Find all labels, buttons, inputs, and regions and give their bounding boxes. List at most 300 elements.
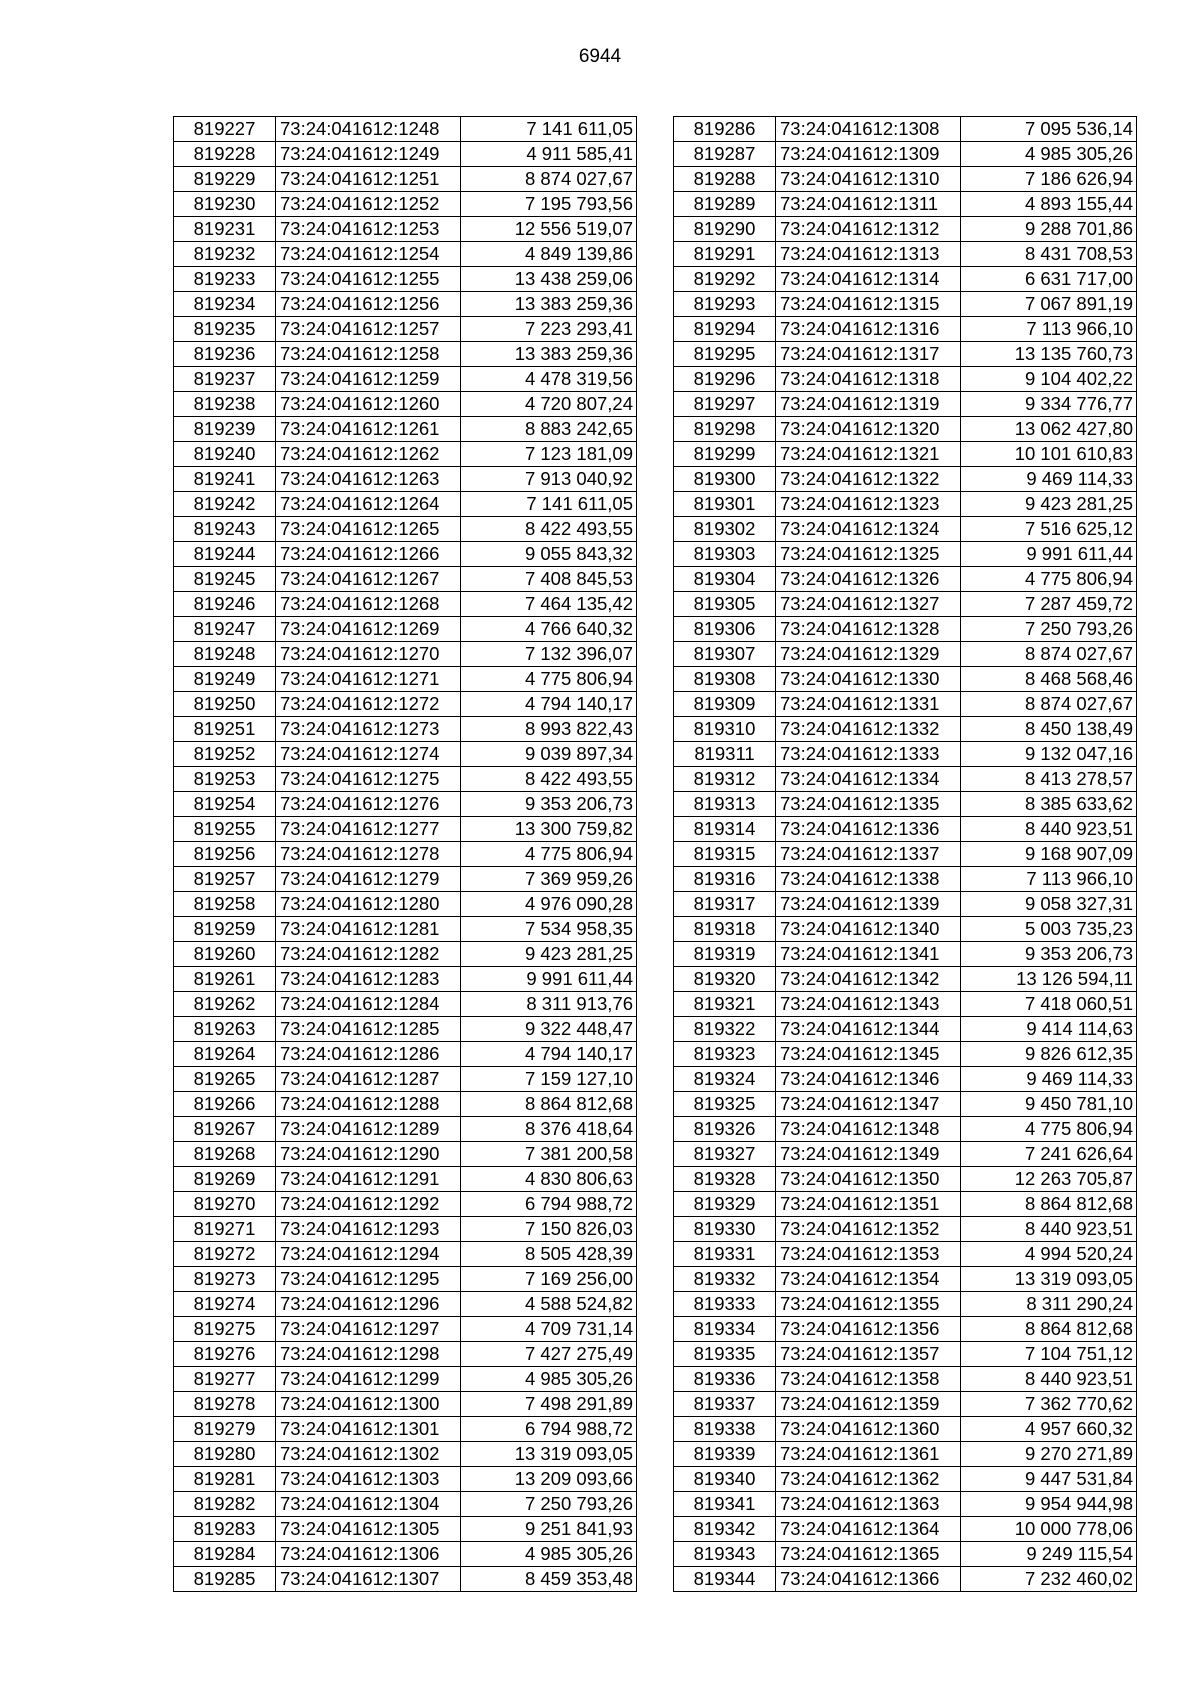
table-row bbox=[674, 967, 1137, 992]
cadastral-number-cell: 73:24:041612:1311 bbox=[776, 192, 961, 217]
table-row bbox=[174, 1367, 637, 1392]
cadastral-number-cell: 73:24:041612:1254 bbox=[276, 242, 461, 267]
value-cell: 7 362 770,62 bbox=[961, 1392, 1137, 1417]
row-number-cell: 819318 bbox=[674, 917, 776, 942]
cadastral-number-cell: 73:24:041612:1318 bbox=[776, 367, 961, 392]
row-number-cell: 819230 bbox=[174, 192, 276, 217]
value-cell: 9 447 531,84 bbox=[961, 1467, 1137, 1492]
row-number-cell: 819306 bbox=[674, 617, 776, 642]
table-row bbox=[674, 467, 1137, 492]
row-number-cell: 819325 bbox=[674, 1092, 776, 1117]
row-number-cell: 819231 bbox=[174, 217, 276, 242]
table-row bbox=[674, 742, 1137, 767]
value-cell: 7 150 826,03 bbox=[461, 1217, 637, 1242]
cadastral-number-cell: 73:24:041612:1279 bbox=[276, 867, 461, 892]
table-row bbox=[674, 1467, 1137, 1492]
row-number-cell: 819319 bbox=[674, 942, 776, 967]
row-number-cell: 819238 bbox=[174, 392, 276, 417]
cadastral-number-cell: 73:24:041612:1273 bbox=[276, 717, 461, 742]
cadastral-number-cell: 73:24:041612:1287 bbox=[276, 1067, 461, 1092]
value-cell: 4 794 140,17 bbox=[461, 1042, 637, 1067]
table-row bbox=[674, 767, 1137, 792]
row-number-cell: 819296 bbox=[674, 367, 776, 392]
value-cell: 9 104 402,22 bbox=[961, 367, 1137, 392]
cadastral-number-cell: 73:24:041612:1303 bbox=[276, 1467, 461, 1492]
row-number-cell: 819281 bbox=[174, 1467, 276, 1492]
value-cell: 6 794 988,72 bbox=[461, 1417, 637, 1442]
cadastral-number-cell: 73:24:041612:1327 bbox=[776, 592, 961, 617]
table-row bbox=[174, 992, 637, 1017]
row-number-cell: 819316 bbox=[674, 867, 776, 892]
row-number-cell: 819272 bbox=[174, 1242, 276, 1267]
row-number-cell: 819337 bbox=[674, 1392, 776, 1417]
table-row bbox=[174, 417, 637, 442]
cadastral-number-cell: 73:24:041612:1270 bbox=[276, 642, 461, 667]
cadastral-number-cell: 73:24:041612:1309 bbox=[776, 142, 961, 167]
value-cell: 9 322 448,47 bbox=[461, 1017, 637, 1042]
cadastral-number-cell: 73:24:041612:1294 bbox=[276, 1242, 461, 1267]
value-cell: 4 849 139,86 bbox=[461, 242, 637, 267]
cadastral-number-cell: 73:24:041612:1343 bbox=[776, 992, 961, 1017]
row-number-cell: 819282 bbox=[174, 1492, 276, 1517]
value-cell: 8 883 242,65 bbox=[461, 417, 637, 442]
value-cell: 9 288 701,86 bbox=[961, 217, 1137, 242]
value-cell: 4 830 806,63 bbox=[461, 1167, 637, 1192]
cadastral-number-cell: 73:24:041612:1292 bbox=[276, 1192, 461, 1217]
table-row bbox=[174, 842, 637, 867]
row-number-cell: 819285 bbox=[174, 1567, 276, 1592]
table-row bbox=[674, 1092, 1137, 1117]
cadastral-number-cell: 73:24:041612:1363 bbox=[776, 1492, 961, 1517]
table-row bbox=[674, 1067, 1137, 1092]
row-number-cell: 819291 bbox=[674, 242, 776, 267]
value-cell: 13 319 093,05 bbox=[961, 1267, 1137, 1292]
value-cell: 9 826 612,35 bbox=[961, 1042, 1137, 1067]
table-row bbox=[674, 1517, 1137, 1542]
table-row bbox=[174, 642, 637, 667]
row-number-cell: 819298 bbox=[674, 417, 776, 442]
table-row bbox=[674, 1317, 1137, 1342]
table-row bbox=[674, 917, 1137, 942]
value-cell: 9 249 115,54 bbox=[961, 1542, 1137, 1567]
table-row bbox=[674, 817, 1137, 842]
cadastral-number-cell: 73:24:041612:1283 bbox=[276, 967, 461, 992]
cadastral-number-cell: 73:24:041612:1305 bbox=[276, 1517, 461, 1542]
cadastral-number-cell: 73:24:041612:1299 bbox=[276, 1367, 461, 1392]
value-cell: 9 055 843,32 bbox=[461, 542, 637, 567]
value-cell: 9 423 281,25 bbox=[461, 942, 637, 967]
row-number-cell: 819339 bbox=[674, 1442, 776, 1467]
cadastral-number-cell: 73:24:041612:1362 bbox=[776, 1467, 961, 1492]
row-number-cell: 819254 bbox=[174, 792, 276, 817]
row-number-cell: 819267 bbox=[174, 1117, 276, 1142]
value-cell: 6 794 988,72 bbox=[461, 1192, 637, 1217]
row-number-cell: 819263 bbox=[174, 1017, 276, 1042]
table-row bbox=[674, 1217, 1137, 1242]
table-row bbox=[174, 467, 637, 492]
row-number-cell: 819300 bbox=[674, 467, 776, 492]
table-row bbox=[674, 992, 1137, 1017]
value-cell: 6 631 717,00 bbox=[961, 267, 1137, 292]
value-cell: 8 440 923,51 bbox=[961, 1217, 1137, 1242]
table-row bbox=[174, 1467, 637, 1492]
cadastral-number-cell: 73:24:041612:1252 bbox=[276, 192, 461, 217]
cadastral-number-cell: 73:24:041612:1324 bbox=[776, 517, 961, 542]
cadastral-number-cell: 73:24:041612:1340 bbox=[776, 917, 961, 942]
row-number-cell: 819323 bbox=[674, 1042, 776, 1067]
cadastral-number-cell: 73:24:041612:1345 bbox=[776, 1042, 961, 1067]
value-cell: 7 287 459,72 bbox=[961, 592, 1137, 617]
table-row bbox=[674, 1567, 1137, 1592]
table-row bbox=[174, 492, 637, 517]
row-number-cell: 819227 bbox=[174, 117, 276, 142]
row-number-cell: 819251 bbox=[174, 717, 276, 742]
cadastral-number-cell: 73:24:041612:1321 bbox=[776, 442, 961, 467]
value-cell: 7 408 845,53 bbox=[461, 567, 637, 592]
row-number-cell: 819314 bbox=[674, 817, 776, 842]
row-number-cell: 819229 bbox=[174, 167, 276, 192]
value-cell: 4 775 806,94 bbox=[961, 1117, 1137, 1142]
table-row bbox=[174, 367, 637, 392]
value-cell: 8 874 027,67 bbox=[961, 692, 1137, 717]
table-row bbox=[674, 1342, 1137, 1367]
row-number-cell: 819268 bbox=[174, 1142, 276, 1167]
table-row bbox=[174, 717, 637, 742]
table-row bbox=[174, 1067, 637, 1092]
cadastral-number-cell: 73:24:041612:1347 bbox=[776, 1092, 961, 1117]
value-cell: 9 058 327,31 bbox=[961, 892, 1137, 917]
value-cell: 8 874 027,67 bbox=[461, 167, 637, 192]
row-number-cell: 819279 bbox=[174, 1417, 276, 1442]
cadastral-number-cell: 73:24:041612:1364 bbox=[776, 1517, 961, 1542]
table-row bbox=[174, 117, 637, 142]
cadastral-number-cell: 73:24:041612:1277 bbox=[276, 817, 461, 842]
table-row bbox=[674, 1142, 1137, 1167]
value-cell: 7 223 293,41 bbox=[461, 317, 637, 342]
table-row bbox=[674, 617, 1137, 642]
cadastral-number-cell: 73:24:041612:1329 bbox=[776, 642, 961, 667]
cadastral-number-cell: 73:24:041612:1336 bbox=[776, 817, 961, 842]
cadastral-number-cell: 73:24:041612:1281 bbox=[276, 917, 461, 942]
cadastral-number-cell: 73:24:041612:1260 bbox=[276, 392, 461, 417]
value-cell: 7 186 626,94 bbox=[961, 167, 1137, 192]
cadastral-number-cell: 73:24:041612:1289 bbox=[276, 1117, 461, 1142]
row-number-cell: 819242 bbox=[174, 492, 276, 517]
row-number-cell: 819317 bbox=[674, 892, 776, 917]
row-number-cell: 819240 bbox=[174, 442, 276, 467]
row-number-cell: 819276 bbox=[174, 1342, 276, 1367]
cadastral-number-cell: 73:24:041612:1338 bbox=[776, 867, 961, 892]
table-row bbox=[674, 1167, 1137, 1192]
table-row bbox=[674, 417, 1137, 442]
row-number-cell: 819228 bbox=[174, 142, 276, 167]
table-row bbox=[674, 117, 1137, 142]
value-cell: 4 957 660,32 bbox=[961, 1417, 1137, 1442]
table-row bbox=[674, 542, 1137, 567]
row-number-cell: 819258 bbox=[174, 892, 276, 917]
cadastral-number-cell: 73:24:041612:1249 bbox=[276, 142, 461, 167]
table-row bbox=[674, 1542, 1137, 1567]
cadastral-number-cell: 73:24:041612:1266 bbox=[276, 542, 461, 567]
table-row bbox=[674, 692, 1137, 717]
cadastral-number-cell: 73:24:041612:1330 bbox=[776, 667, 961, 692]
table-row bbox=[174, 442, 637, 467]
table-row bbox=[174, 817, 637, 842]
row-number-cell: 819343 bbox=[674, 1542, 776, 1567]
table-row bbox=[174, 692, 637, 717]
cadastral-number-cell: 73:24:041612:1349 bbox=[776, 1142, 961, 1167]
value-cell: 9 039 897,34 bbox=[461, 742, 637, 767]
row-number-cell: 819326 bbox=[674, 1117, 776, 1142]
cadastral-number-cell: 73:24:041612:1312 bbox=[776, 217, 961, 242]
cadastral-number-cell: 73:24:041612:1328 bbox=[776, 617, 961, 642]
cadastral-number-cell: 73:24:041612:1319 bbox=[776, 392, 961, 417]
cadastral-number-cell: 73:24:041612:1261 bbox=[276, 417, 461, 442]
value-cell: 4 985 305,26 bbox=[461, 1367, 637, 1392]
row-number-cell: 819259 bbox=[174, 917, 276, 942]
row-number-cell: 819332 bbox=[674, 1267, 776, 1292]
table-row bbox=[674, 942, 1137, 967]
value-cell: 9 334 776,77 bbox=[961, 392, 1137, 417]
table-row bbox=[674, 1192, 1137, 1217]
table-row bbox=[674, 1492, 1137, 1517]
value-cell: 7 169 256,00 bbox=[461, 1267, 637, 1292]
row-number-cell: 819328 bbox=[674, 1167, 776, 1192]
row-number-cell: 819266 bbox=[174, 1092, 276, 1117]
value-cell: 9 414 114,63 bbox=[961, 1017, 1137, 1042]
value-cell: 10 000 778,06 bbox=[961, 1517, 1137, 1542]
row-number-cell: 819302 bbox=[674, 517, 776, 542]
table-row bbox=[174, 242, 637, 267]
value-cell: 4 775 806,94 bbox=[961, 567, 1137, 592]
value-cell: 9 270 271,89 bbox=[961, 1442, 1137, 1467]
row-number-cell: 819324 bbox=[674, 1067, 776, 1092]
value-cell: 8 413 278,57 bbox=[961, 767, 1137, 792]
table-row bbox=[174, 1042, 637, 1067]
table-row bbox=[674, 1242, 1137, 1267]
row-number-cell: 819299 bbox=[674, 442, 776, 467]
row-number-cell: 819260 bbox=[174, 942, 276, 967]
table-row bbox=[674, 517, 1137, 542]
table-row bbox=[174, 742, 637, 767]
row-number-cell: 819261 bbox=[174, 967, 276, 992]
row-number-cell: 819249 bbox=[174, 667, 276, 692]
value-cell: 5 003 735,23 bbox=[961, 917, 1137, 942]
value-cell: 8 422 493,55 bbox=[461, 767, 637, 792]
row-number-cell: 819305 bbox=[674, 592, 776, 617]
cadastral-number-cell: 73:24:041612:1300 bbox=[276, 1392, 461, 1417]
table-row bbox=[174, 217, 637, 242]
value-cell: 4 985 305,26 bbox=[961, 142, 1137, 167]
value-cell: 9 991 611,44 bbox=[961, 542, 1137, 567]
row-number-cell: 819271 bbox=[174, 1217, 276, 1242]
table-row bbox=[174, 1292, 637, 1317]
value-cell: 8 864 812,68 bbox=[961, 1317, 1137, 1342]
cadastral-number-cell: 73:24:041612:1278 bbox=[276, 842, 461, 867]
cadastral-number-cell: 73:24:041612:1355 bbox=[776, 1292, 961, 1317]
cadastral-number-cell: 73:24:041612:1348 bbox=[776, 1117, 961, 1142]
value-cell: 8 874 027,67 bbox=[961, 642, 1137, 667]
cadastral-number-cell: 73:24:041612:1285 bbox=[276, 1017, 461, 1042]
row-number-cell: 819239 bbox=[174, 417, 276, 442]
table-row bbox=[174, 667, 637, 692]
value-cell: 9 132 047,16 bbox=[961, 742, 1137, 767]
row-number-cell: 819344 bbox=[674, 1567, 776, 1592]
row-number-cell: 819278 bbox=[174, 1392, 276, 1417]
row-number-cell: 819273 bbox=[174, 1267, 276, 1292]
cadastral-number-cell: 73:24:041612:1365 bbox=[776, 1542, 961, 1567]
value-cell: 7 232 460,02 bbox=[961, 1567, 1137, 1592]
row-number-cell: 819287 bbox=[674, 142, 776, 167]
table-row bbox=[174, 542, 637, 567]
value-cell: 8 440 923,51 bbox=[961, 817, 1137, 842]
value-cell: 13 383 259,36 bbox=[461, 342, 637, 367]
table-row bbox=[674, 242, 1137, 267]
table-row bbox=[674, 717, 1137, 742]
cadastral-number-cell: 73:24:041612:1317 bbox=[776, 342, 961, 367]
table-row bbox=[674, 892, 1137, 917]
cadastral-number-cell: 73:24:041612:1339 bbox=[776, 892, 961, 917]
table-row bbox=[174, 1392, 637, 1417]
row-number-cell: 819297 bbox=[674, 392, 776, 417]
row-number-cell: 819301 bbox=[674, 492, 776, 517]
table-body bbox=[174, 117, 637, 1592]
row-number-cell: 819342 bbox=[674, 1517, 776, 1542]
cadastral-number-cell: 73:24:041612:1322 bbox=[776, 467, 961, 492]
cadastral-number-cell: 73:24:041612:1352 bbox=[776, 1217, 961, 1242]
table-row bbox=[174, 1142, 637, 1167]
row-number-cell: 819310 bbox=[674, 717, 776, 742]
value-cell: 8 440 923,51 bbox=[961, 1367, 1137, 1392]
value-cell: 8 311 290,24 bbox=[961, 1292, 1137, 1317]
table-row bbox=[174, 267, 637, 292]
table-row bbox=[174, 517, 637, 542]
table-row bbox=[174, 1092, 637, 1117]
cadastral-number-cell: 73:24:041612:1361 bbox=[776, 1442, 961, 1467]
value-cell: 4 994 520,24 bbox=[961, 1242, 1137, 1267]
value-cell: 4 893 155,44 bbox=[961, 192, 1137, 217]
table-row bbox=[174, 1442, 637, 1467]
cadastral-number-cell: 73:24:041612:1346 bbox=[776, 1067, 961, 1092]
row-number-cell: 819280 bbox=[174, 1442, 276, 1467]
cadastral-number-cell: 73:24:041612:1271 bbox=[276, 667, 461, 692]
value-cell: 9 991 611,44 bbox=[461, 967, 637, 992]
table-row bbox=[674, 292, 1137, 317]
row-number-cell: 819340 bbox=[674, 1467, 776, 1492]
cadastral-number-cell: 73:24:041612:1255 bbox=[276, 267, 461, 292]
value-cell: 7 123 181,09 bbox=[461, 442, 637, 467]
value-cell: 13 300 759,82 bbox=[461, 817, 637, 842]
cadastral-number-cell: 73:24:041612:1272 bbox=[276, 692, 461, 717]
value-cell: 7 369 959,26 bbox=[461, 867, 637, 892]
table-row bbox=[674, 792, 1137, 817]
table-row bbox=[174, 1342, 637, 1367]
row-number-cell: 819250 bbox=[174, 692, 276, 717]
value-cell: 4 588 524,82 bbox=[461, 1292, 637, 1317]
row-number-cell: 819286 bbox=[674, 117, 776, 142]
table-row bbox=[174, 942, 637, 967]
value-cell: 4 775 806,94 bbox=[461, 667, 637, 692]
cadastral-number-cell: 73:24:041612:1256 bbox=[276, 292, 461, 317]
table-row bbox=[174, 1117, 637, 1142]
cadastral-number-cell: 73:24:041612:1306 bbox=[276, 1542, 461, 1567]
table-row bbox=[174, 1492, 637, 1517]
table-row bbox=[174, 1542, 637, 1567]
value-cell: 7 241 626,64 bbox=[961, 1142, 1137, 1167]
value-cell: 12 556 519,07 bbox=[461, 217, 637, 242]
cadastral-number-cell: 73:24:041612:1275 bbox=[276, 767, 461, 792]
row-number-cell: 819233 bbox=[174, 267, 276, 292]
table-row bbox=[174, 1017, 637, 1042]
value-cell: 7 113 966,10 bbox=[961, 867, 1137, 892]
value-cell: 7 141 611,05 bbox=[461, 492, 637, 517]
value-cell: 7 104 751,12 bbox=[961, 1342, 1137, 1367]
row-number-cell: 819237 bbox=[174, 367, 276, 392]
table-row bbox=[174, 617, 637, 642]
row-number-cell: 819232 bbox=[174, 242, 276, 267]
value-cell: 9 251 841,93 bbox=[461, 1517, 637, 1542]
table-row bbox=[174, 1217, 637, 1242]
value-cell: 7 427 275,49 bbox=[461, 1342, 637, 1367]
row-number-cell: 819330 bbox=[674, 1217, 776, 1242]
row-number-cell: 819304 bbox=[674, 567, 776, 592]
table-row bbox=[174, 567, 637, 592]
row-number-cell: 819308 bbox=[674, 667, 776, 692]
row-number-cell: 819264 bbox=[174, 1042, 276, 1067]
row-number-cell: 819270 bbox=[174, 1192, 276, 1217]
cadastral-number-cell: 73:24:041612:1280 bbox=[276, 892, 461, 917]
value-cell: 9 353 206,73 bbox=[961, 942, 1137, 967]
value-cell: 7 498 291,89 bbox=[461, 1392, 637, 1417]
table-row bbox=[674, 167, 1137, 192]
cadastral-number-cell: 73:24:041612:1333 bbox=[776, 742, 961, 767]
table-row bbox=[674, 567, 1137, 592]
table-body bbox=[674, 117, 1137, 1592]
cadastral-number-cell: 73:24:041612:1323 bbox=[776, 492, 961, 517]
cadastral-number-cell: 73:24:041612:1297 bbox=[276, 1317, 461, 1342]
page-number: 6944 bbox=[578, 46, 622, 67]
cadastral-number-cell: 73:24:041612:1313 bbox=[776, 242, 961, 267]
cadastral-number-cell: 73:24:041612:1258 bbox=[276, 342, 461, 367]
table-row bbox=[174, 142, 637, 167]
row-number-cell: 819295 bbox=[674, 342, 776, 367]
value-cell: 4 911 585,41 bbox=[461, 142, 637, 167]
row-number-cell: 819336 bbox=[674, 1367, 776, 1392]
value-cell: 9 954 944,98 bbox=[961, 1492, 1137, 1517]
table-row bbox=[174, 967, 637, 992]
row-number-cell: 819248 bbox=[174, 642, 276, 667]
value-cell: 7 141 611,05 bbox=[461, 117, 637, 142]
row-number-cell: 819253 bbox=[174, 767, 276, 792]
value-cell: 4 775 806,94 bbox=[461, 842, 637, 867]
cadastral-number-cell: 73:24:041612:1334 bbox=[776, 767, 961, 792]
row-number-cell: 819335 bbox=[674, 1342, 776, 1367]
value-cell: 8 422 493,55 bbox=[461, 517, 637, 542]
table-row bbox=[674, 367, 1137, 392]
row-number-cell: 819338 bbox=[674, 1417, 776, 1442]
row-number-cell: 819274 bbox=[174, 1292, 276, 1317]
row-number-cell: 819236 bbox=[174, 342, 276, 367]
table-row bbox=[174, 1242, 637, 1267]
table-row bbox=[674, 1367, 1137, 1392]
row-number-cell: 819311 bbox=[674, 742, 776, 767]
cadastral-number-cell: 73:24:041612:1264 bbox=[276, 492, 461, 517]
cadastral-number-cell: 73:24:041612:1296 bbox=[276, 1292, 461, 1317]
row-number-cell: 819293 bbox=[674, 292, 776, 317]
row-number-cell: 819327 bbox=[674, 1142, 776, 1167]
cadastral-number-cell: 73:24:041612:1315 bbox=[776, 292, 961, 317]
value-cell: 7 113 966,10 bbox=[961, 317, 1137, 342]
